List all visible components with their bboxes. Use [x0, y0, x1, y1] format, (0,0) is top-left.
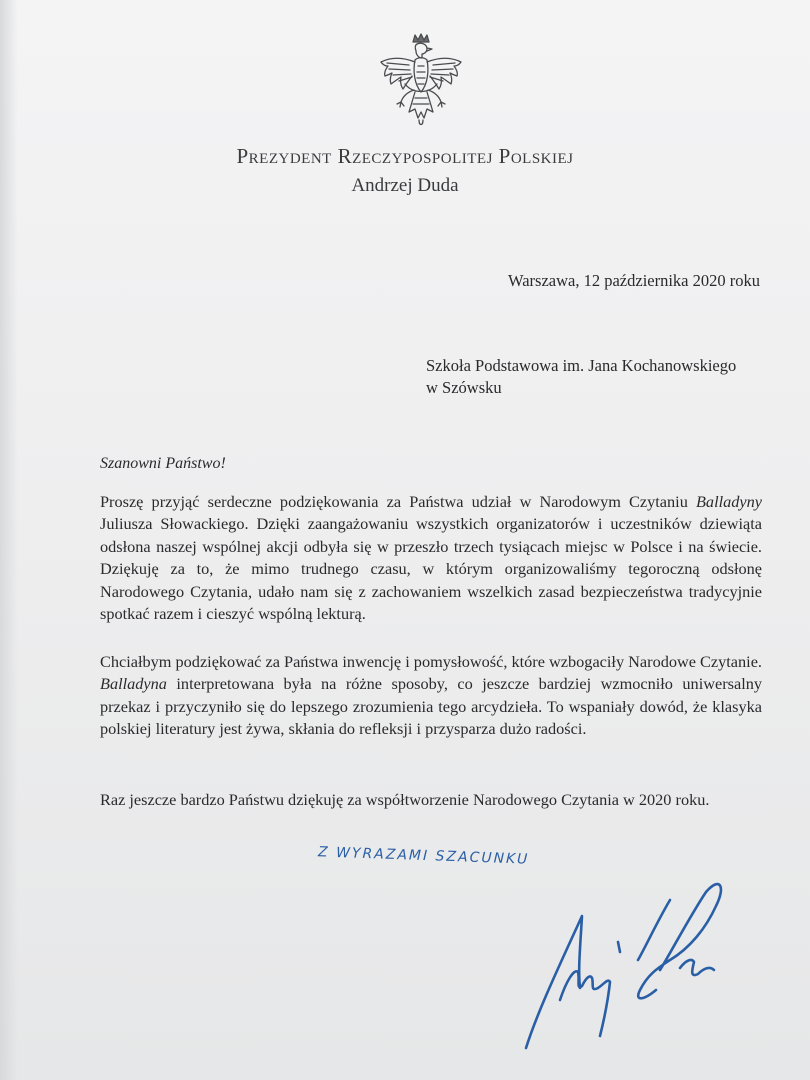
- paragraph-2-title-italic: Balladyna: [100, 674, 167, 694]
- paragraph-1: [100, 491, 762, 625]
- paragraph-1-title-italic: Balladyny: [695, 492, 762, 511]
- paragraph-1-text-start: Proszę przyjąć serdeczne podziękowania za Państwa udział w Narodowym Czytaniu: [100, 492, 696, 511]
- paragraph-2-text-end: interpretowana była na różne sposoby, co jeszcze bardziej wzmocniło uniwersalny przekaz i przyczyniło się do lepszego zrozumienia tego arcydzieła. To wspaniały dowód, że klasyka polskiej literatury jest żywa, skłania do refleksji i przysparza dużo radości.: [100, 674, 762, 739]
- salutation: Szanowni Państwo!: [100, 455, 226, 472]
- handwritten-closing: Z WYRAZAMI SZACUNKU: [317, 844, 530, 868]
- paragraph-3: Raz jeszcze bardzo Państwu dziękuję za współtworzenie Narodowego Czytania w 2020 roku.: [100, 790, 710, 809]
- recipient-line-2: w Szówsku: [426, 378, 502, 397]
- signature: [520, 850, 760, 1060]
- recipient-address: [426, 355, 736, 399]
- paragraph-1-text-end: Juliusza Słowackiego. Dzięki zaangażowaniu wszystkich organizatorów i uczestników dziewiąta odsłona naszej wspólnej akcji odbyła się w przeszło trzech tysiącach miejsc w Polsce i na świecie. Dziękuję za to, że mimo trudnego czasu, w którym organizowaliśmy tegoroczną odsłonę Narodowego Czytania, udało nam się z zachowaniem wszelkich zasad bezpieczeństwa tradycyjnie spotkać razem i cieszyć wspólną lekturą.: [100, 514, 762, 624]
- recipient-line-1: Szkoła Podstawowa im. Jana Kochanowskiego: [426, 356, 737, 375]
- letter-date: Warszawa, 12 października 2020 roku: [507, 271, 760, 290]
- letterhead-title: Prezydent Rzeczypospolitej Polskiej: [236, 144, 574, 168]
- letterhead-name: Andrzej Duda: [351, 175, 459, 196]
- paragraph-2-text-start: Chciałbym podziękować za Państwa inwencję i pomysłowość, które wzbogaciły Narodowe Czytanie.: [100, 652, 762, 671]
- paragraph-2: [100, 651, 762, 741]
- polish-eagle-emblem-icon: [375, 32, 467, 136]
- letterhead: [0, 144, 810, 197]
